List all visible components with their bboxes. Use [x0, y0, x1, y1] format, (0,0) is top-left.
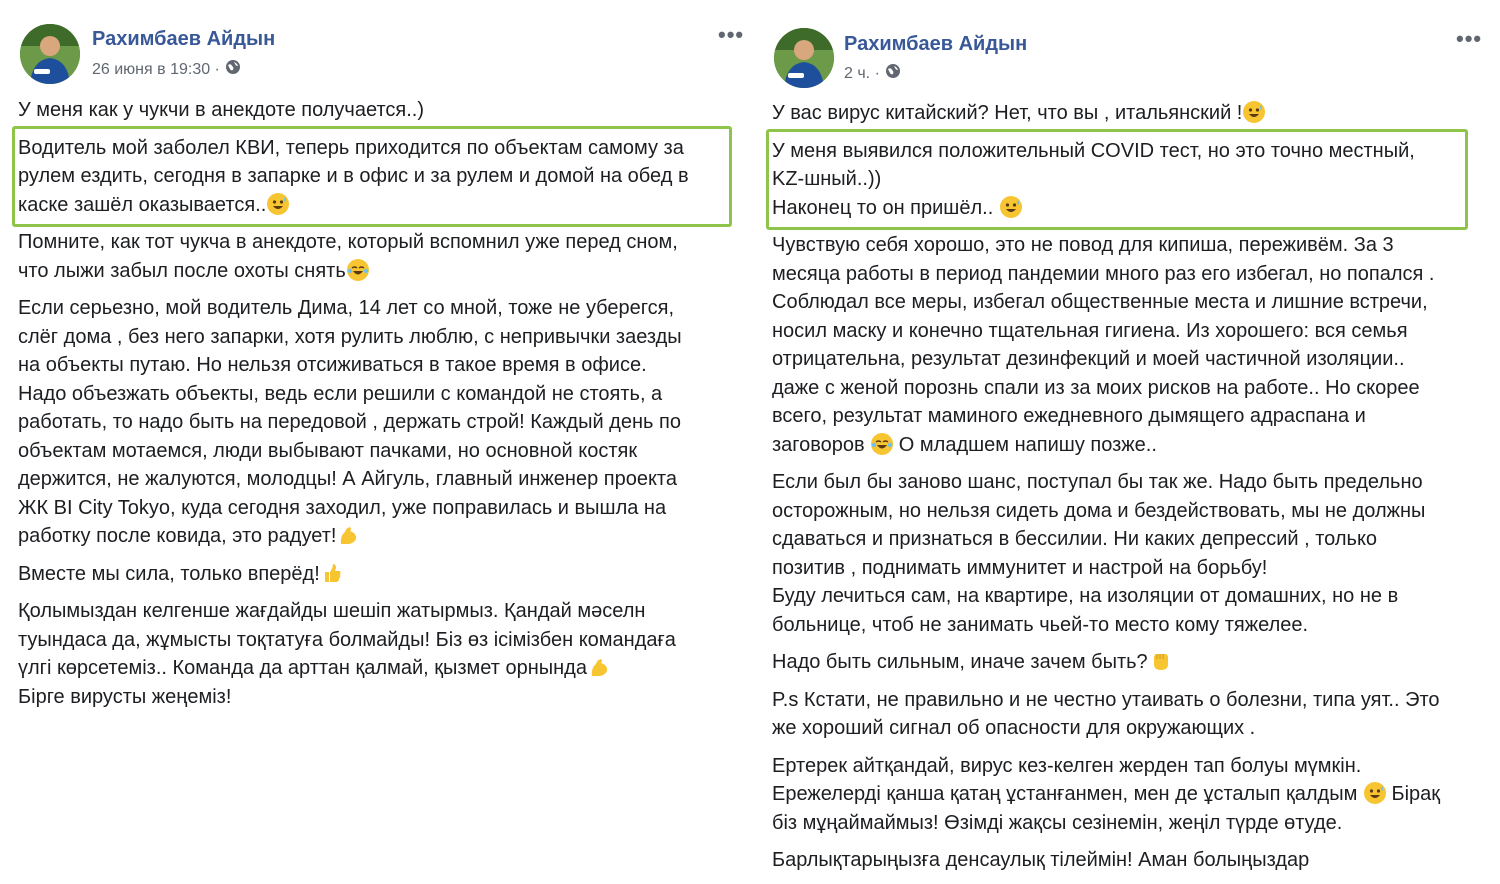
line-text: Если был бы заново шанс, поступал бы так же. Надо быть предельно: [772, 471, 1423, 493]
paragraph: [772, 468, 1487, 639]
line-text: KZ-шный..)): [772, 168, 882, 190]
line-text: больнице, чтоб не занимать чьей-то место кому тяжелее.: [772, 613, 1309, 636]
paragraph: [18, 597, 738, 711]
line-text: работку после ковида, это радует!: [18, 525, 337, 547]
text-line: [18, 257, 738, 286]
text-line: [18, 626, 738, 655]
avatar[interactable]: [774, 28, 834, 88]
text-line: [772, 525, 1487, 554]
paragraph: [772, 846, 1487, 875]
line-text: біз мұңаймаймыз! Өзімді жақсы сезінемін, жеңіл түрде өтуде.: [772, 811, 1343, 834]
line-text: работать, то надо быть на передовой , держать строй! Каждый день по: [18, 411, 681, 433]
line-text: носил маску и конечно тщательная гигиена. Из хорошего: вся семья: [772, 319, 1408, 342]
line-text: У вас вирус китайский? Нет, что вы , итальянский !: [772, 102, 1243, 124]
flexed-biceps-emoji: [337, 524, 359, 546]
text-line: [772, 686, 1487, 715]
paragraph: [772, 231, 1487, 459]
text-line: [18, 494, 738, 523]
line-text: Надо объезжать объекты, ведь если решили с командой не стоять, а: [18, 382, 663, 405]
text-line: [772, 468, 1487, 497]
text-line: [772, 231, 1487, 260]
line-text: же хороший сигнал об опасности для окружающих .: [772, 717, 1256, 739]
text-line: [18, 437, 738, 466]
timestamp-text[interactable]: 2 ч. ·: [844, 64, 880, 82]
text-line: [772, 99, 1487, 128]
text-line: [18, 294, 738, 323]
text-line: [18, 654, 738, 683]
line-text: объектам мотаемся, люди выбывают пачками, но основной костяк: [18, 439, 638, 462]
text-line: [18, 408, 738, 437]
line-text: Надо быть сильным, иначе зачем быть?: [772, 651, 1148, 673]
post-body: [772, 99, 1487, 884]
tears-of-joy-emoji: [871, 433, 893, 455]
text-line: [18, 522, 738, 551]
text-line: [18, 683, 738, 712]
line-text: осторожным, но нельзя сидеть дома и бездействовать, мы не должны: [772, 499, 1426, 522]
grinning-sweat-emoji: [1000, 196, 1022, 218]
post-body: [18, 96, 738, 720]
grinning-sweat-emoji: [267, 193, 289, 215]
text-line: [18, 323, 738, 352]
text-line: [772, 809, 1487, 838]
text-line: [18, 134, 738, 163]
text-line: [772, 345, 1487, 374]
text-line: [772, 846, 1487, 875]
text-line: [772, 260, 1487, 289]
line-text: месяца работы в период пандемии много раз его избегал, но попался .: [772, 262, 1435, 285]
line-text: Буду лечиться сам, на квартире, на изоляции от домашних, но не в: [772, 585, 1399, 607]
text-line: [772, 780, 1487, 809]
line-text: Наконец то он пришёл..: [772, 196, 999, 219]
text-line: [772, 431, 1487, 460]
line-text: позитив , поднимать иммунитет и настрой на борьбу!: [772, 556, 1268, 579]
paragraph: [772, 686, 1487, 743]
line-text: Водитель мой заболел КВИ, теперь приходится по объектам самому за: [18, 136, 684, 159]
flexed-biceps-emoji: [588, 656, 610, 678]
text-line: [772, 194, 1487, 223]
text-line: [18, 380, 738, 409]
text-line: [18, 465, 738, 494]
post-left: [0, 0, 750, 870]
text-line: [772, 714, 1487, 743]
tears-of-joy-emoji: [347, 259, 369, 281]
highlighted-paragraph: [18, 134, 738, 220]
line-text: У меня как у чукчи в анекдоте получается..): [18, 99, 424, 121]
text-line: [18, 162, 738, 191]
text-line: [772, 165, 1487, 194]
line-text: Ертерек айтқандай, вирус кез-келген жерден тап болуы мүмкін.: [772, 754, 1362, 777]
globe-icon: [225, 59, 241, 80]
paragraph: [18, 228, 738, 285]
author-name[interactable]: Рахимбаев Айдын: [92, 28, 276, 50]
line-text: О младшем напишу позже..: [898, 433, 1157, 456]
grinning-sweat-emoji: [1364, 782, 1386, 804]
author-name[interactable]: Рахимбаев Айдын: [844, 33, 1028, 55]
line-text: слёг дома , без него запарки, хотя рулить люблю, с непривычки заезды: [18, 325, 682, 348]
line-text: Вместе мы сила, только вперёд!: [18, 562, 320, 585]
thumbs-up-emoji: [321, 562, 343, 584]
paragraph: [18, 560, 738, 589]
line-text: даже с женой порознь спали из за моих рисков на работе.. Но скорее: [772, 376, 1420, 399]
line-text: Чувствую себя хорошо, это не повод для кипиша, переживём. За 3: [772, 234, 1394, 256]
post-timestamp[interactable]: [844, 63, 901, 84]
more-options-icon[interactable]: •••: [1456, 26, 1483, 51]
line-text: отрицательна, результат дезинфекций и моей частичной изоляции..: [772, 348, 1405, 370]
line-text: У меня выявился положительный COVID тест, но это точно местный,: [772, 139, 1415, 162]
text-line: [18, 96, 738, 125]
raised-fist-emoji: [1149, 650, 1171, 672]
line-text: ЖК BI City Tokyo, куда сегодня заходил, уже поправилась и вышла на: [18, 496, 667, 519]
line-text: заговоров: [772, 433, 865, 456]
text-line: [18, 351, 738, 380]
post-right: [752, 0, 1500, 870]
text-line: [772, 554, 1487, 583]
line-text: Бірақ: [1391, 783, 1441, 805]
avatar[interactable]: [20, 24, 80, 84]
line-text: каске зашёл оказывается..: [18, 193, 267, 216]
text-line: [772, 497, 1487, 526]
line-text: Барлықтарыңызға денсаулық тілеймін! Аман болыңыздар: [772, 849, 1310, 871]
line-text: сдаваться и признаться в бессилии. Ни каких депрессий , только: [772, 528, 1378, 550]
line-text: туындаса да, жұмысты тоқтатуға болмайды! Біз өз ісімізбен командаға: [18, 628, 676, 651]
line-text: үлгі көрсетеміз.. Команда да арттан қалмай, қызмет орнында: [18, 657, 587, 679]
text-line: [772, 137, 1487, 166]
paragraph: [18, 294, 738, 551]
text-line: [18, 191, 738, 220]
line-text: Бірге вирусты жеңеміз!: [18, 685, 232, 708]
line-text: всего, результат маминого ежедневного дымящего адраспана и: [772, 405, 1366, 427]
text-line: [18, 228, 738, 257]
text-line: [772, 288, 1487, 317]
text-line: [772, 402, 1487, 431]
text-line: [772, 582, 1487, 611]
paragraph: [772, 752, 1487, 838]
line-text: держится, не жалуются, молодцы! А Айгуль, главный инженер проекта: [18, 468, 677, 490]
paragraph: [18, 96, 738, 125]
more-options-icon[interactable]: •••: [718, 22, 745, 47]
text-line: [772, 752, 1487, 781]
timestamp-text[interactable]: 26 июня в 19:30 ·: [92, 60, 220, 78]
text-line: [772, 611, 1487, 640]
line-text: рулем ездить, сегодня в запарке и в офис и за рулем и домой на обед в: [18, 165, 689, 187]
globe-icon: [885, 63, 901, 84]
paragraph: [772, 99, 1487, 128]
text-line: [772, 317, 1487, 346]
line-text: Қолымыздан келгенше жағдайды шешіп жатырмыз. Қандай мәселн: [18, 600, 646, 622]
grinning-sweat-emoji: [1243, 101, 1265, 123]
post-timestamp[interactable]: [92, 59, 241, 80]
line-text: P.s Кстати, не правильно и не честно утаивать о болезни, типа уят.. Это: [772, 688, 1440, 711]
text-line: [18, 597, 738, 626]
line-text: что лыжи забыл после охоты снять: [18, 259, 346, 282]
line-text: Помните, как тот чукча в анекдоте, который вспомнил уже перед сном,: [18, 231, 678, 253]
text-line: [772, 648, 1487, 677]
text-line: [772, 374, 1487, 403]
line-text: Ережелерді қанша қатаң ұстанғанмен, мен де ұсталып қалдым: [772, 783, 1358, 805]
line-text: на объекты путаю. Но нельзя отсиживаться в такое время в офисе.: [18, 354, 647, 376]
highlighted-paragraph: [772, 137, 1487, 223]
paragraph: [772, 648, 1487, 677]
text-line: [18, 560, 738, 589]
line-text: Если серьезно, мой водитель Дима, 14 лет со мной, тоже не уберегся,: [18, 297, 675, 319]
line-text: Соблюдал все меры, избегал общественные места и лишние встречи,: [772, 291, 1428, 313]
